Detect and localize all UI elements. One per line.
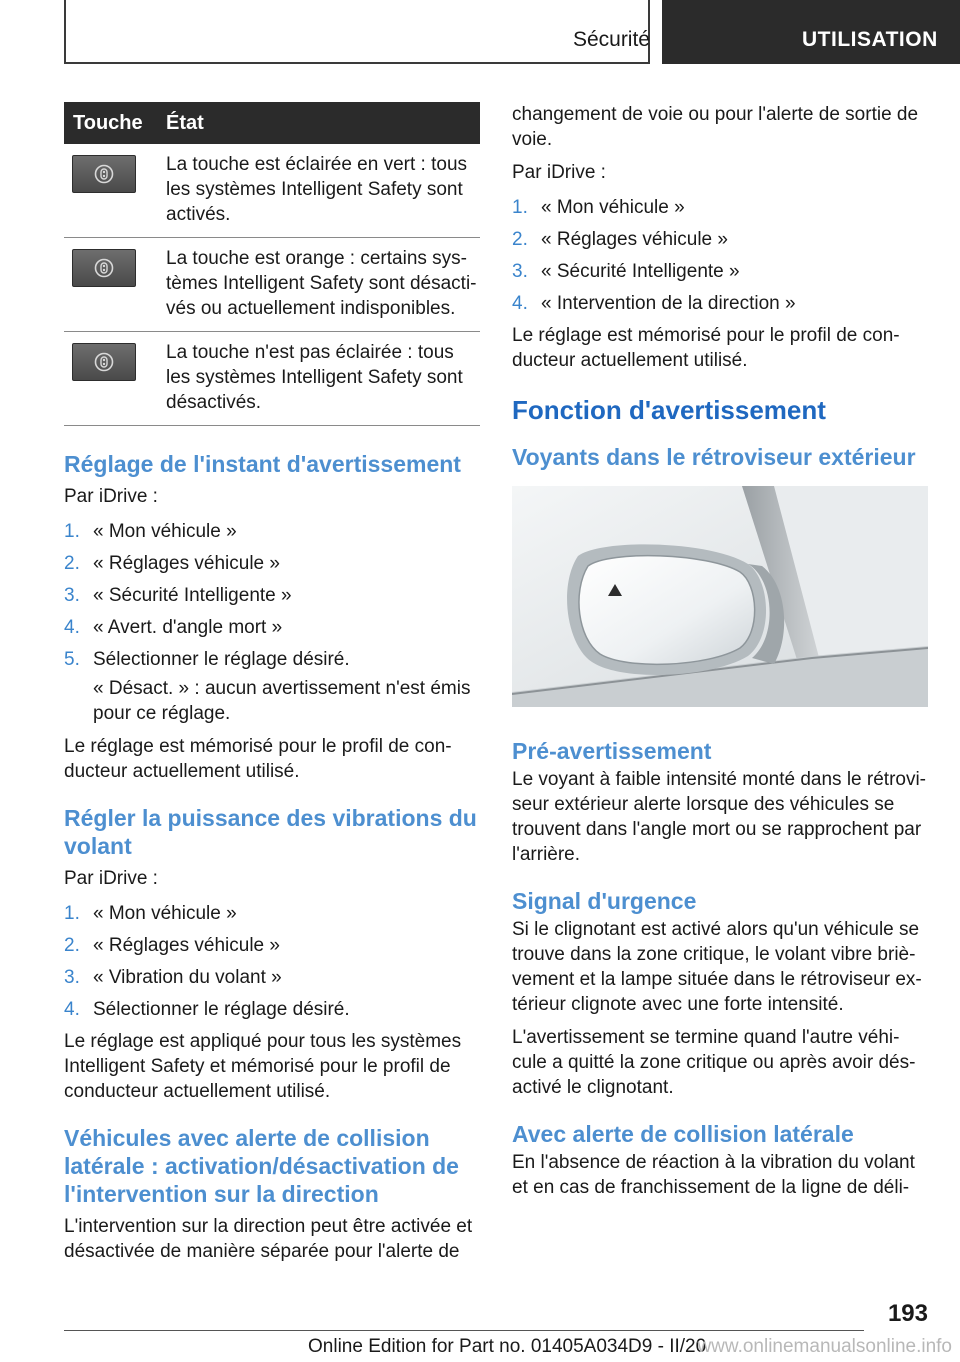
list-item: 3. « Vibration du volant »: [64, 967, 282, 988]
heading-pre-warning: Pré-avertissement: [512, 738, 712, 764]
paragraph-lateral-collision: En l'absence de réaction à la vibration du volant et en cas de franchissement de la ligne de déli-: [512, 1152, 915, 1198]
watermark: www.onlinemanualsonline.info: [697, 1336, 952, 1357]
heading-warning-function: Fonction d'avertissement: [512, 395, 826, 425]
steps-steering: [512, 195, 928, 316]
steps-vibration: [64, 901, 480, 1022]
heading-side-collision: Véhicules avec alerte de collision latérale : activation/désactivation de l'intervention sur la direction: [64, 1125, 459, 1207]
right-column: [512, 102, 928, 1200]
list-item: 1. « Mon véhicule »: [64, 521, 237, 542]
table-header-row: [64, 102, 480, 144]
left-column: [64, 102, 480, 1264]
table-header-state: État: [166, 102, 480, 144]
table-row: [64, 332, 480, 426]
paragraph-continuation: changement de voie ou pour l'alerte de sortie de voie.: [512, 104, 919, 150]
header-frame: [64, 0, 650, 64]
paragraph-step-note: « Désact. » : aucun avertissement n'est émis pour ce réglage.: [93, 678, 471, 724]
list-item: 5. Sélectionner le réglage désiré.: [64, 649, 350, 670]
list-item: 3. « Sécurité Intelligente »: [64, 585, 292, 606]
table-header-key: Touche: [64, 102, 166, 144]
safety-button-green-icon: [72, 155, 136, 193]
paragraph-profile-note: Le réglage est mémorisé pour le profil de con-ducteur actuellement utilisé.: [512, 325, 900, 371]
paragraph-profile-note: Le réglage est mémorisé pour le profil de con-ducteur actuellement utilisé.: [64, 736, 452, 782]
paragraph-pre-warning: Le voyant à faible intensité monté dans le rétrovi-seur extérieur alerte lorsque des véhicules se trouvent dans l'angle mort ou se rapprochent par l'arrière.: [512, 769, 927, 865]
table-cell-state: La touche est orange : certains sys-tèmes Intelligent Safety sont désacti-vés ou actuellement indisponibles.: [166, 238, 480, 332]
safety-button-orange-icon: [72, 249, 136, 287]
paragraph-emergency-signal: Si le clignotant est activé alors qu'un véhicule se trouve dans la zone critique, le volant vibre briè-vement et la lampe située dans le rétroviseur ex-térieur clignote avec une forte intensité.: [512, 919, 922, 1015]
heading-lateral-collision: Avec alerte de collision latérale: [512, 1121, 854, 1147]
header-chapter-tab: [662, 0, 960, 64]
heading-emergency-signal: Signal d'urgence: [512, 888, 697, 914]
header-chapter-label: UTILISATION: [802, 28, 938, 51]
table-cell-state: La touche est éclairée en vert : tous les systèmes Intelligent Safety sont activés.: [166, 144, 480, 238]
table-row: [64, 144, 480, 238]
heading-mirror-lights: Voyants dans le rétroviseur extérieur: [512, 444, 916, 470]
list-item: 4. « Avert. d'angle mort »: [64, 617, 283, 638]
paragraph-steering-intervention: L'intervention sur la direction peut être activée et désactivée de manière séparée pour l'alerte de: [64, 1216, 473, 1262]
list-item: 1. « Mon véhicule »: [512, 197, 685, 218]
page-number: 193: [887, 1300, 928, 1327]
list-item: 1. « Mon véhicule »: [64, 903, 237, 924]
list-item: 3. « Sécurité Intelligente »: [512, 261, 740, 282]
footer-edition: Online Edition for Part no. 01405A034D9 - II/20: [308, 1336, 707, 1357]
table-row: [64, 238, 480, 332]
paragraph-idrive-intro: Par iDrive :: [512, 162, 606, 183]
button-status-table: [64, 102, 480, 426]
list-item: 4. « Intervention de la direction »: [512, 293, 796, 314]
safety-button-off-icon: [72, 343, 136, 381]
list-item: 2. « Réglages véhicule »: [512, 229, 728, 250]
header-section-title: Sécurité: [572, 28, 650, 51]
list-item: 2. « Réglages véhicule »: [64, 553, 280, 574]
side-mirror-illustration: [512, 486, 928, 707]
paragraph-vibration-note: Le réglage est appliqué pour tous les systèmes Intelligent Safety et mémorisé pour le profil de conducteur actuellement utilisé.: [64, 1031, 462, 1102]
heading-warning-time: Réglage de l'instant d'avertissement: [64, 451, 461, 477]
table-cell-state: La touche n'est pas éclairée : tous les systèmes Intelligent Safety sont désactivés.: [166, 332, 480, 426]
heading-vibration: Régler la puissance des vibrations du volant: [64, 805, 477, 859]
footer-divider: [64, 1330, 864, 1331]
paragraph-idrive-intro: Par iDrive :: [64, 868, 158, 889]
paragraph-idrive-intro: Par iDrive :: [64, 486, 158, 507]
list-item: 2. « Réglages véhicule »: [64, 935, 280, 956]
paragraph-warning-end: L'avertissement se termine quand l'autre véhi-cule a quitté la zone critique ou après avoir dés-activé le clignotant.: [512, 1027, 916, 1098]
list-item: 4. Sélectionner le réglage désiré.: [64, 999, 350, 1020]
steps-warning-time: [64, 519, 480, 672]
